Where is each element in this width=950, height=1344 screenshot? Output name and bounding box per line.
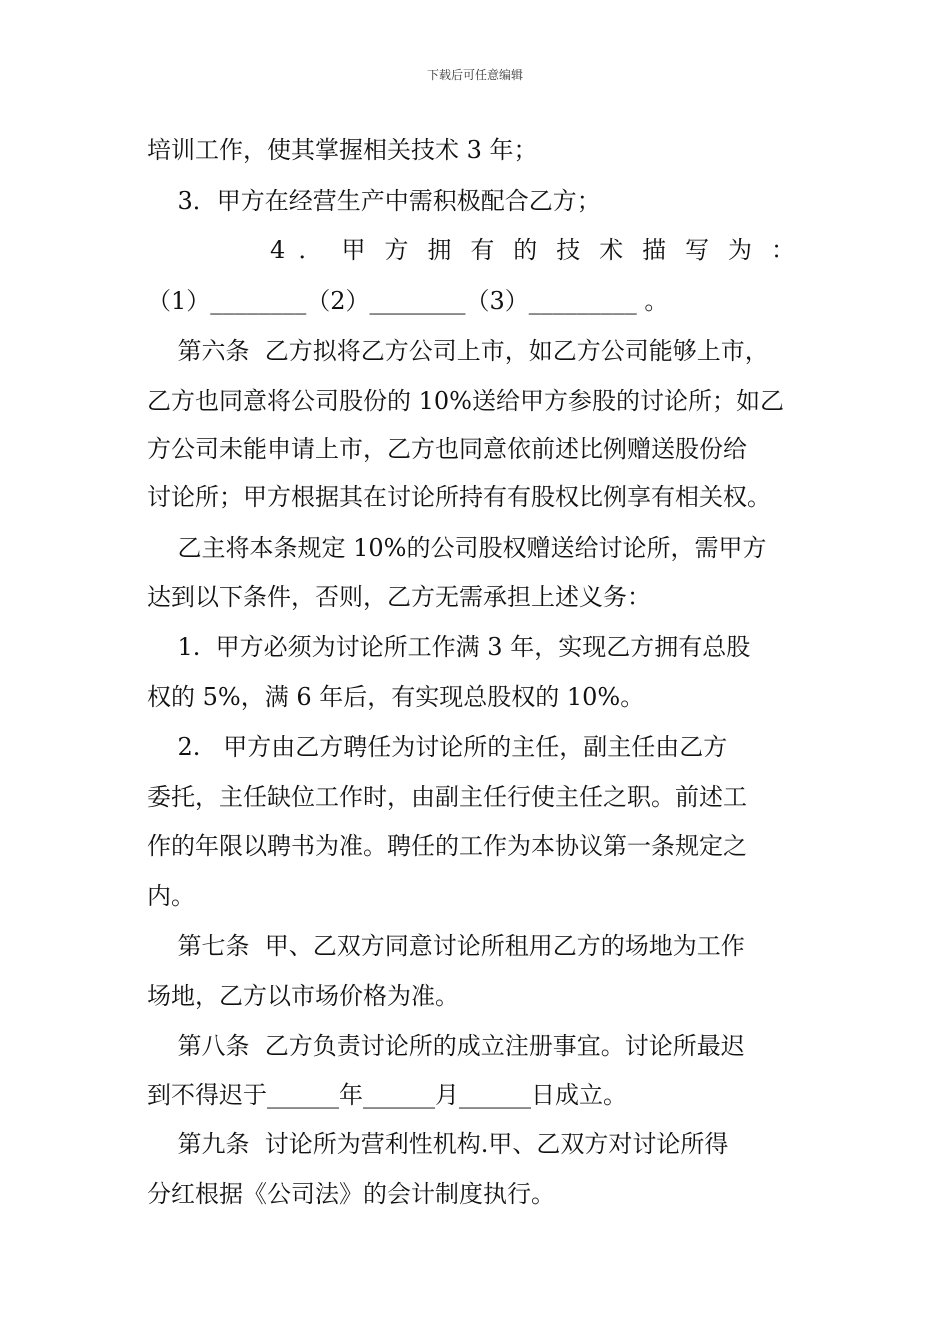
text-line: 讨论所；甲方根据其在讨论所持有有股权比例享有相关权。 [147,483,771,511]
page-header: 下载后可任意编辑 [426,68,523,82]
text-line: 方公司未能申请上市，乙方也同意依前述比例赠送股份给 [147,435,747,463]
text-line: 1. 甲方必须为讨论所工作满 3 年，实现乙方拥有总股 [147,633,751,661]
text-line: 培训工作，使其掌握相关技术 3 年； [147,136,538,164]
text-line: 达到以下条件，否则，乙方无需承担上述义务： [147,583,651,611]
text-line: 作的年限以聘书为准。聘任的工作为本协议第一条规定之 [147,832,747,860]
text-line: 到不得迟于______年______月______日成立。 [147,1081,627,1109]
text-line: 委托，主任缺位工作时，由副主任行使主任之职。前述工 [147,783,747,811]
text-line: 乙主将本条规定 10%的公司股权赠送给讨论所，需甲方 [147,534,767,562]
text-line: 内。 [147,882,195,910]
text-line: （1）________（2）________（3）_________ 。 [147,287,669,315]
text-line: 乙方也同意将公司股份的 10%送给甲方参股的讨论所；如乙 [147,387,784,415]
text-line: 第六条 乙方拟将乙方公司上市，如乙方公司能够上市， [147,337,769,365]
text-line: 第七条 甲、乙双方同意讨论所租用乙方的场地为工作 [147,932,745,960]
text-line: 权的 5%，满 6 年后，有实现总股权的 10%。 [147,683,645,711]
text-line: 第九条 讨论所为营利性机构.甲、乙双方对讨论所得 [147,1130,729,1158]
text-line: 3．甲方在经营生产中需积极配合乙方； [147,187,601,215]
text-line: 分红根据《公司法》的会计制度执行。 [147,1180,555,1208]
text-line: 场地，乙方以市场价格为准。 [147,982,459,1010]
text-line: 4 ． 甲 方 拥 有 的 技 术 描 写 为 ： [270,236,795,264]
text-line: 第八条 乙方负责讨论所的成立注册事宜。讨论所最迟 [147,1032,745,1060]
text-line: 2. 甲方由乙方聘任为讨论所的主任，副主任由乙方 [147,733,728,761]
